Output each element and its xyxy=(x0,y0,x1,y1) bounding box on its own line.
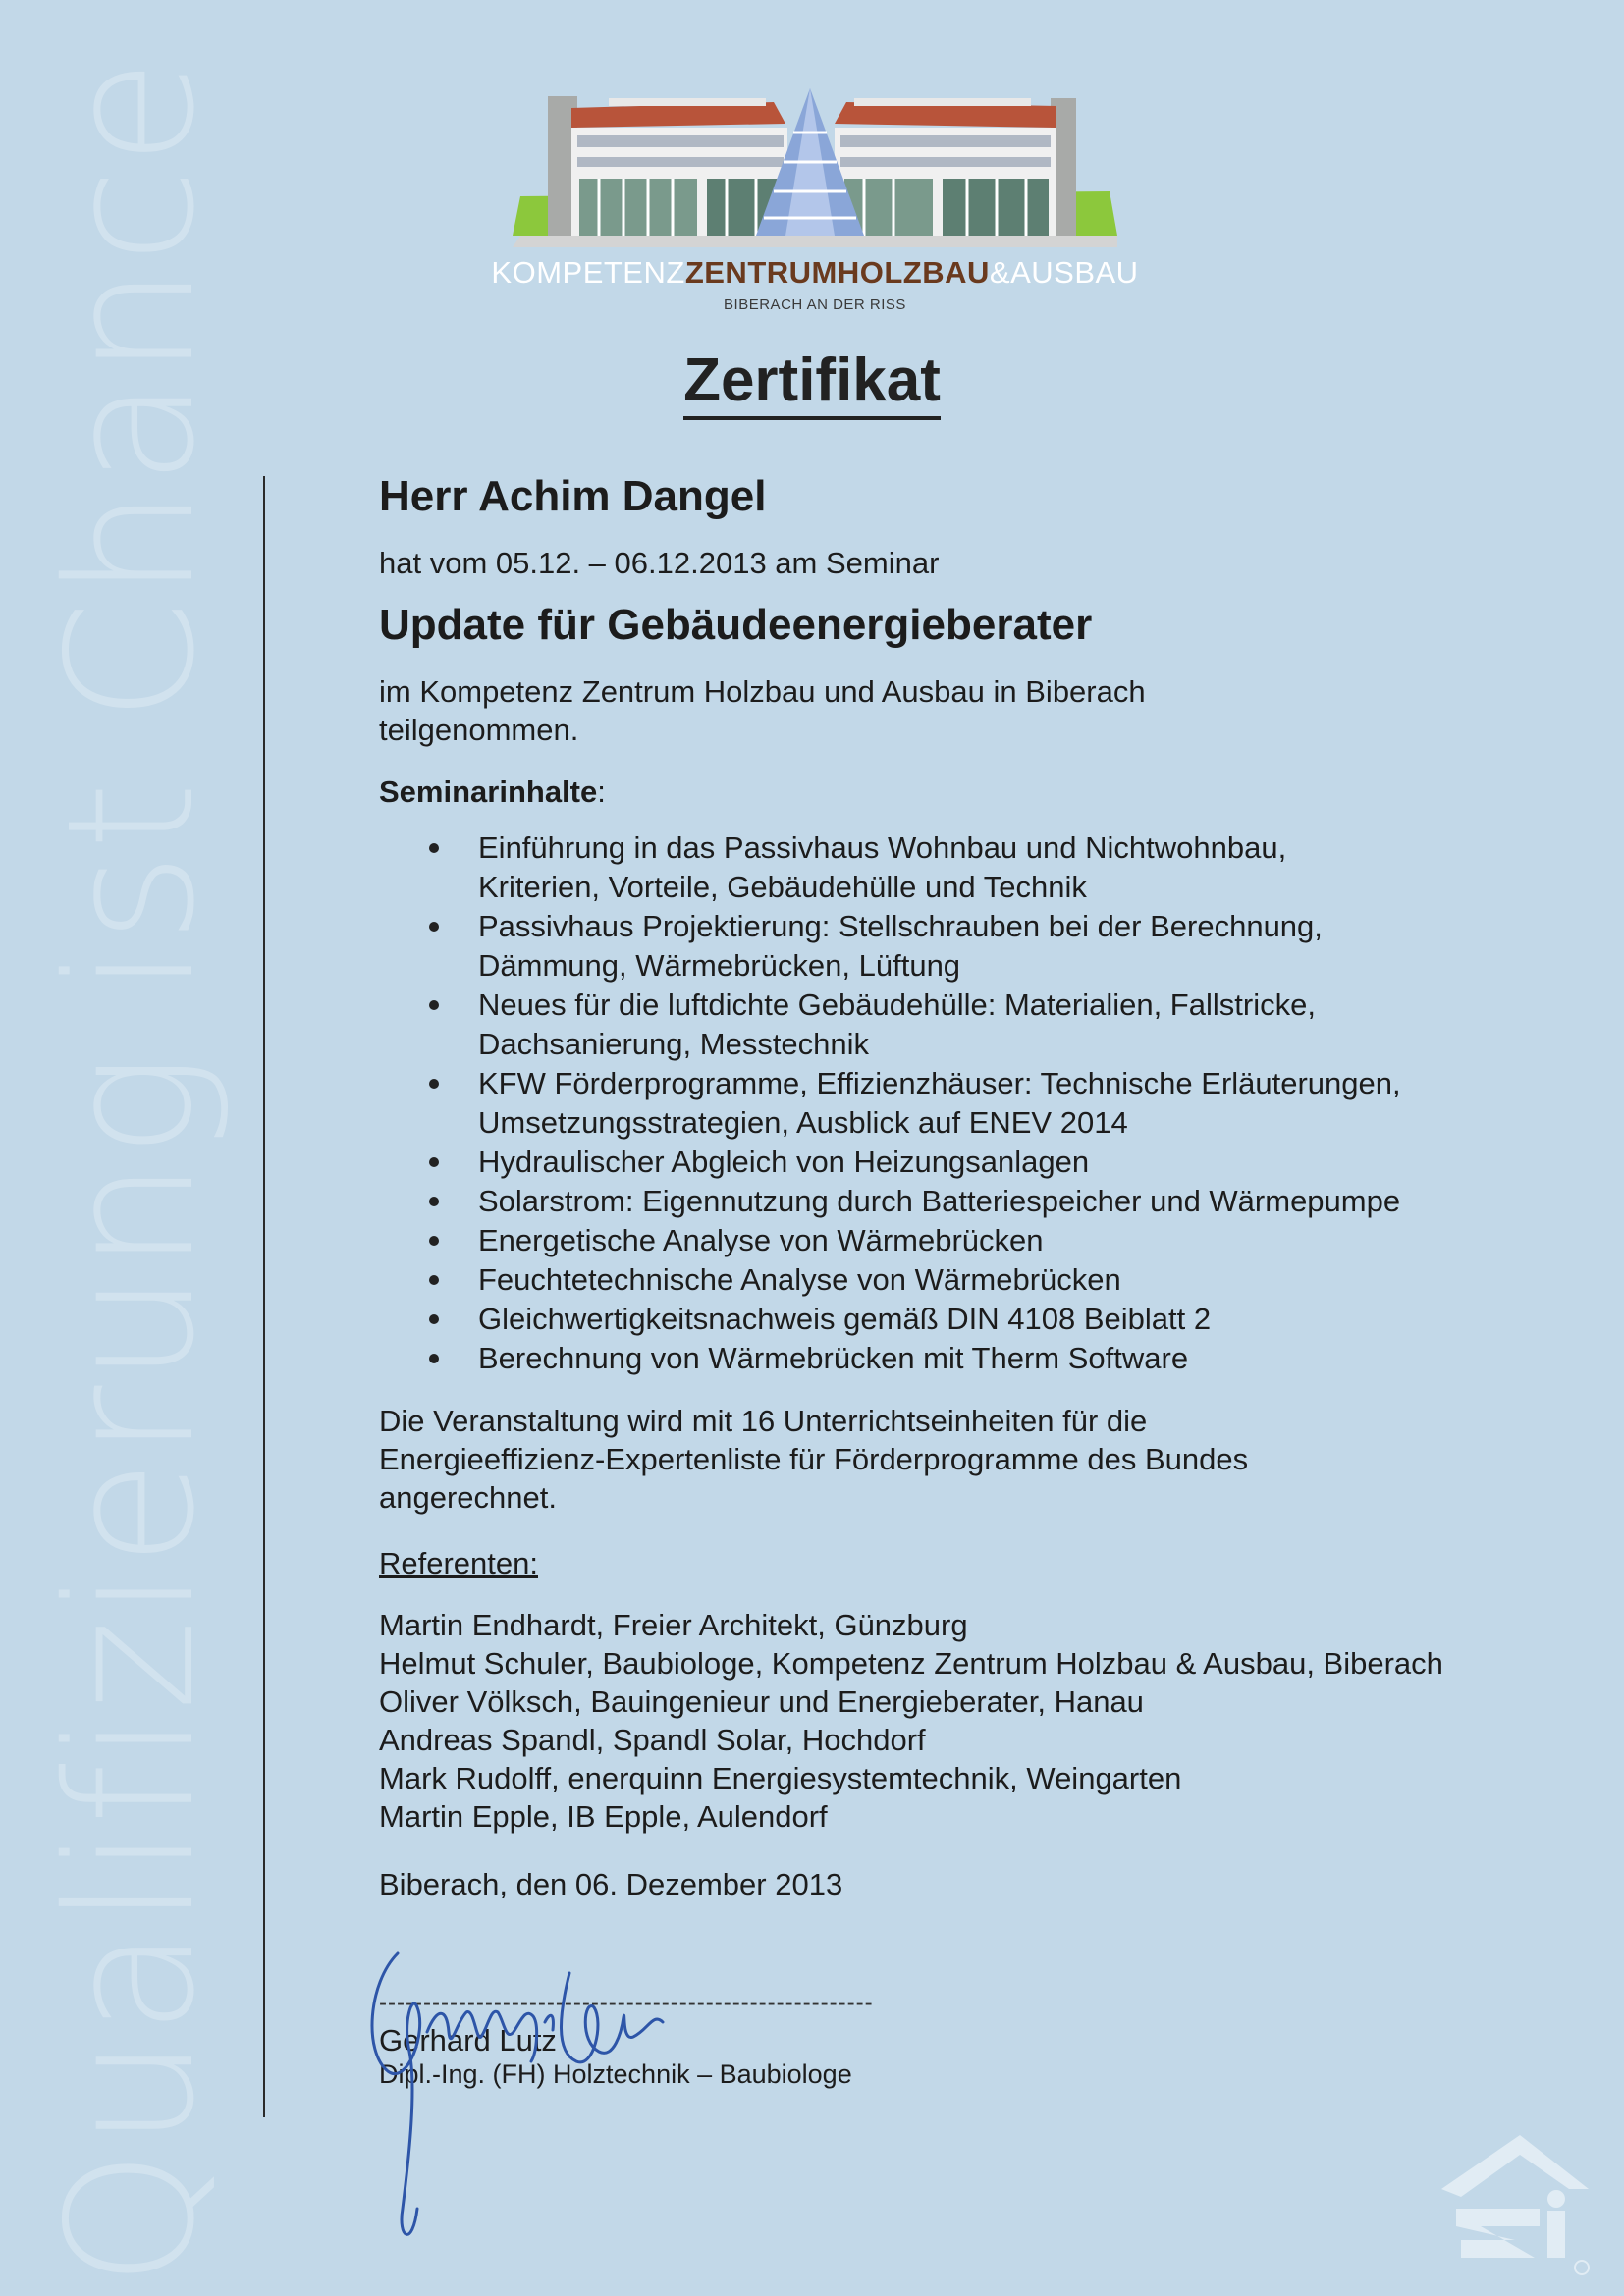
list-item: Passivhaus Projektierung: Stellschrauben bei der Berechnung, Dämmung, Wärmebrücken, Lüftung xyxy=(379,907,1587,986)
list-item: Andreas Spandl, Spandl Solar, Hochdorf xyxy=(379,1723,926,1757)
seminar-location xyxy=(379,672,1587,749)
list-item: Energetische Analyse von Wärmebrücken xyxy=(379,1221,1587,1260)
list-item: Martin Epple, IB Epple, Aulendorf xyxy=(379,1799,828,1834)
certificate-title xyxy=(0,346,1624,415)
list-item: Feuchtetechnische Analyse von Wärmebrücken xyxy=(379,1260,1587,1300)
signature-line: -------------------------------------------------------- xyxy=(379,1992,874,2015)
certificate-body xyxy=(379,471,1587,2090)
margin-rule xyxy=(263,476,265,2117)
referents-heading: Referenten: xyxy=(379,1546,538,1580)
seminar-location-line: teilgenommen. xyxy=(379,713,579,747)
list-item: KFW Förderprogramme, Effizienzhäuser: Technische Erläuterungen, Umsetzungsstrategien, Ausblick auf ENEV 2014 xyxy=(379,1064,1587,1143)
signer-title: Dipl.-Ing. (FH) Holztechnik – Baubiologe xyxy=(379,2059,852,2089)
logo-word-holzbau: HOLZBAU xyxy=(837,255,990,290)
contents-heading: Seminarinhalte: xyxy=(379,774,606,809)
recipient-name: Herr Achim Dangel xyxy=(379,472,767,520)
list-item: Hydraulischer Abgleich von Heizungsanlagen xyxy=(379,1143,1587,1182)
watermark-text: Qualifizierung ist Chance xyxy=(29,56,233,2287)
signer-name: Gerhard Lutz xyxy=(379,2023,557,2057)
contents-heading-text: Seminarinhalte xyxy=(379,774,598,809)
place-and-date: Biberach, den 06. Dezember 2013 xyxy=(379,1867,843,1901)
list-item: Oliver Völksch, Bauingenieur und Energieberater, Hanau xyxy=(379,1684,1144,1719)
seminar-title: Update für Gebäudeenergieberater xyxy=(379,601,1093,649)
list-item: Berechnung von Wärmebrücken mit Therm Software xyxy=(379,1339,1587,1378)
corner-emblem xyxy=(1422,2120,1594,2282)
certificate-title-text: Zertifikat xyxy=(683,347,941,420)
logo-wordmark xyxy=(461,257,1168,288)
building-illustration xyxy=(461,88,1168,255)
referents-list xyxy=(379,1606,1587,1836)
list-item: Martin Endhardt, Freier Architekt, Günzburg xyxy=(379,1608,968,1642)
organization-logo xyxy=(461,88,1168,324)
list-item: Neues für die luftdichte Gebäudehülle: Materialien, Fallstricke, Dachsanierung, Messtechnik xyxy=(379,986,1587,1064)
credit-note: Die Veranstaltung wird mit 16 Unterrichtseinheiten für die Energieeffizienz-Expertenliste für Förderprogramme des Bundes angerechnet. xyxy=(379,1404,1249,1515)
list-item: Gleichwertigkeitsnachweis gemäß DIN 4108 Beiblatt 2 xyxy=(379,1300,1587,1339)
logo-location: BIBERACH AN DER RISS xyxy=(724,296,906,313)
logo-word-kompetenz: KOMPETENZ xyxy=(491,255,685,290)
seminar-location-line: im Kompetenz Zentrum Holzbau und Ausbau in Biberach xyxy=(379,674,1146,709)
contents-list xyxy=(379,828,1587,1378)
logo-word-zentrum: ZENTRUM xyxy=(684,255,838,290)
attendance-intro: hat vom 05.12. – 06.12.2013 am Seminar xyxy=(379,546,940,580)
list-item: Helmut Schuler, Baubiologe, Kompetenz Zentrum Holzbau & Ausbau, Biberach xyxy=(379,1646,1443,1681)
list-item: Mark Rudolff, enerquinn Energiesystemtechnik, Weingarten xyxy=(379,1761,1182,1795)
list-item: Solarstrom: Eigennutzung durch Batteriespeicher und Wärmepumpe xyxy=(379,1182,1587,1221)
list-item: Einführung in das Passivhaus Wohnbau und Nichtwohnbau, Kriterien, Vorteile, Gebäudehülle und Technik xyxy=(379,828,1587,907)
logo-word-ausbau: &AUSBAU xyxy=(989,255,1139,290)
handwritten-signature xyxy=(358,1914,751,2258)
